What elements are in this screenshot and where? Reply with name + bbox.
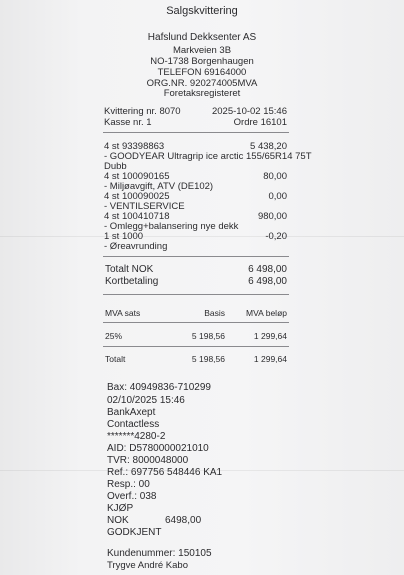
- store-name: Hafslund Dekksenter AS: [147, 32, 257, 43]
- currency-label: NOK: [107, 515, 129, 526]
- item-description: - Omlegg+balansering nye dekk: [104, 221, 239, 232]
- store-registry: Foretaksregisteret: [163, 88, 241, 99]
- order-number: Ordre 16101: [233, 117, 287, 128]
- terminal-id: Bax: 40949836-710299: [107, 382, 211, 393]
- customer-number: Kundenummer: 150105: [107, 548, 212, 559]
- divider: [103, 346, 289, 347]
- total-value: 6 498,00: [248, 264, 287, 275]
- item-description: - Miljøavgift, ATV (DE102): [104, 181, 214, 192]
- vat-basis-header: Basis: [204, 308, 225, 318]
- payment-method: Contactless: [107, 419, 160, 430]
- item-qty: 4 st 100090165: [104, 171, 170, 182]
- reference: Ref.: 697756 548446 KA1: [107, 467, 223, 478]
- card-payment-label: Kortbetaling: [105, 276, 159, 287]
- item-amount: -0,20: [265, 231, 287, 242]
- store-org-number: ORG.NR. 920274005MVA: [146, 78, 258, 89]
- receipt-title: Salgskvittering: [166, 5, 238, 17]
- register-number: Kasse nr. 1: [104, 117, 152, 128]
- item-description: - Øreavrunding: [104, 241, 168, 252]
- item-description: Dubb: [104, 161, 127, 172]
- vat-total-basis: 5 198,56: [191, 354, 225, 364]
- tvr: TVR: 8000048000: [107, 455, 189, 466]
- item-amount: 0,00: [268, 191, 287, 202]
- store-address-line1: Markveien 3B: [172, 45, 232, 56]
- vat-amount-header: MVA beløp: [246, 308, 287, 318]
- item-qty: 4 st 100090025: [104, 191, 170, 202]
- item-qty: 4 st 93398863: [104, 141, 165, 152]
- transaction-type: KJØP: [107, 503, 134, 514]
- vat-total-amount: 1 299,64: [253, 354, 287, 364]
- divider: [103, 294, 289, 295]
- vat-rate: 25%: [105, 331, 123, 341]
- store-phone: TELEFON 69164000: [157, 67, 247, 78]
- item-amount: 80,00: [263, 171, 287, 182]
- payment-datetime: 02/10/2025 15:46: [107, 395, 185, 406]
- payment-amount: 6498,00: [165, 515, 202, 526]
- divider: [103, 322, 289, 323]
- masked-card-number: *******4280-2: [107, 431, 166, 442]
- receipt-number: Kvittering nr. 8070: [104, 106, 181, 117]
- item-qty: 1 st 1000: [104, 231, 144, 242]
- aid: AID: D5780000021010: [107, 443, 209, 454]
- card-payment-value: 6 498,00: [248, 276, 287, 287]
- transfer-code: Overf.: 038: [107, 491, 157, 502]
- item-description: - GOODYEAR Ultragrip ice arctic 155/65R14 75T: [104, 151, 312, 162]
- store-address-line2: NO-1738 Borgenhaugen: [150, 56, 254, 67]
- item-description: - VENTILSERVICE: [104, 201, 185, 212]
- divider: [103, 256, 289, 257]
- total-label: Totalt NOK: [105, 264, 154, 275]
- customer-name: Trygve André Kabo: [107, 560, 188, 571]
- vat-amount: 1 299,64: [253, 331, 287, 341]
- vat-rate-header: MVA sats: [105, 308, 141, 318]
- item-amount: 980,00: [257, 211, 287, 222]
- divider: [103, 132, 289, 133]
- approval-status: GODKJENT: [107, 527, 162, 538]
- item-qty: 4 st 100410718: [104, 211, 170, 222]
- response-code: Resp.: 00: [107, 479, 150, 490]
- card-type: BankAxept: [107, 407, 156, 418]
- receipt-datetime: 2025-10-02 15:46: [211, 106, 287, 117]
- vat-basis: 5 198,56: [191, 331, 225, 341]
- item-amount: 5 438,20: [250, 141, 287, 152]
- vat-total-label: Totalt: [105, 354, 126, 364]
